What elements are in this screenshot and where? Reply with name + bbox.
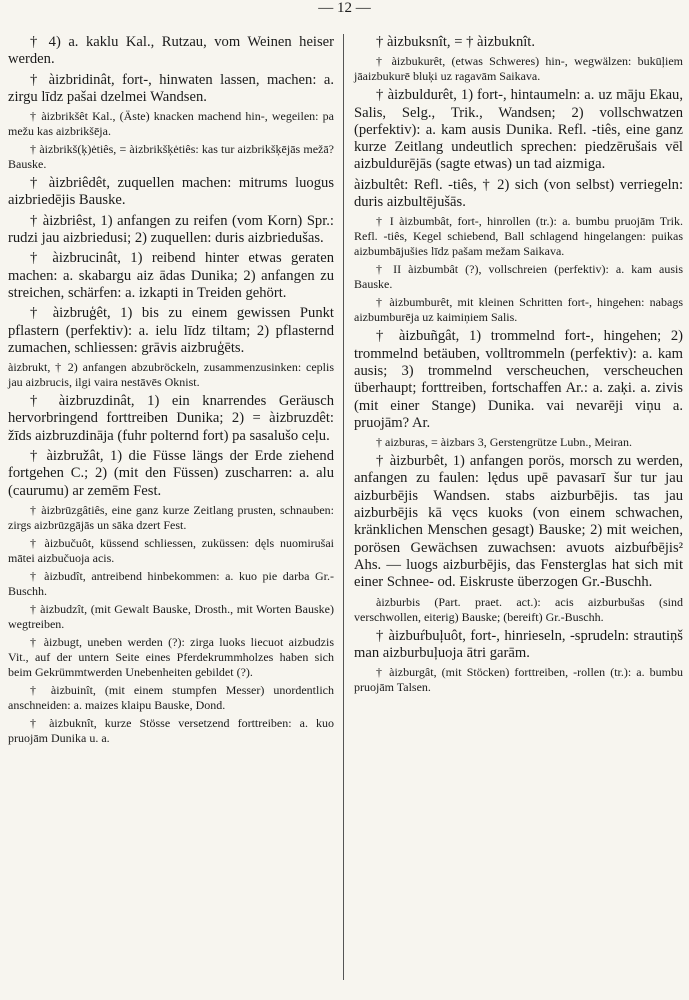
dictionary-entry: † àizbugt, uneben werden (?): zirga luoks liecuot aizbudzis Vit., auf der untern Seite eines Pferdekrummholzes haben sich beim Gekrümmtwerden Unebenheiten gebildet (?).: [8, 634, 334, 679]
dictionary-entry: † aizburas, = àizbars 3, Gerstengrütze Lubn., Meiran.: [376, 435, 633, 450]
dictionary-entry: † àizbukurêt, (etwas Schweres) hin-, wegwälzen: bukūļiem jāaizbukurē bluķi uz ragavām Saikava.: [354, 54, 683, 84]
dictionary-entry: † àizbruzdinât, 1) ein knarrendes Geräusch hervorbringend forttreiben Dunika; 2) = àizbruzdêt: žīds aizbruzdināja (fuhr polternd fort) pa sasalušo ceļu.: [8, 393, 334, 444]
dictionary-entry: † àizbuñgât, 1) trommelnd fort-, hingehen; 2) trommelnd betäuben, volltrommeln (perfektiv): a. kam ausis; 3) trommelnd verscheuchen, verscheuchen überhaupt; forttreiben, fortschaffen Ar.: a. zaķi. a. zivis (mit einer Stange) Dunika. vai nevarēji viņu a. pruojām? Ar.: [354, 328, 683, 431]
dictionary-entry: † àizbumburêt, mit kleinen Schritten fort-, hingehen: nabags aizbumburēja uz kaimiņiem Salis.: [354, 295, 683, 325]
dictionary-entry: † àizbrucinât, 1) reibend hinter etwas geraten machen: a. skabargu aiz ādas Dunika; 2) anfangen zu streichen, schärfen: a. izkapti in Treiden gehört.: [8, 250, 334, 301]
right-column: [354, 34, 683, 698]
page-number: — 12 —: [318, 0, 371, 16]
dictionary-entry: † àizbudzît, (mit Gewalt Bauske, Drosth., mit Worten Bauske) wegtreiben.: [8, 601, 334, 631]
dictionary-entry: † àizbuinît, (mit einem stumpfen Messer) unordentlich anschneiden: a. maizes klaipu Bauske, Dond.: [8, 682, 334, 712]
dictionary-entry: † àizbriêst, 1) anfangen zu reifen (vom Korn) Spr.: rudzi jau aizbriedusi; 2) zuquellen: duris aizbriedušas.: [8, 212, 334, 247]
dictionary-entry: † àizbrūzgâtiês, eine ganz kurze Zeitlang prusten, schnauben: zirgs aizbrūzgājās un sāka dzert Fest.: [8, 502, 334, 532]
dictionary-entry: † àizbuksnît, = † àizbuknît.: [376, 34, 536, 50]
dictionary-entry: àizbultêt: Refl. -tiês, † 2) sich (von selbst) verriegeln: duris aizbultējušās.: [354, 176, 683, 211]
dictionary-entry: † àizbružât, 1) die Füsse längs der Erde ziehend fortgehen C.; 2) (mit den Füssen) zuscharren: a. alu (caurumu) ar zemēm Fest.: [8, 448, 334, 499]
dictionary-entry: † àizbudît, antreibend hinbekommen: a. kuo pie darba Gr.-Buschh.: [8, 568, 334, 598]
column-divider: [343, 34, 344, 980]
dictionary-entry: † àizburbêt, 1) anfangen porös, morsch zu werden, anfangen zu faulen: lędus upē pavasarī šur tur jau aizburbējis Wandsen. stabs aizburbējis. tas jau aizburbējis kā vęcs kuoks (von einem schwachen, kränklichen Menschen gesagt) Bauske; 2) mit weichen, porösen Gewächsen zuwachsen: avuots aizbuŕbējis² Ahs. — luogs aizburbējis, das Fensterglas hat sich mit einer Schnee- od. Eiskruste überzogen Gr.-Buschh.: [354, 453, 683, 591]
dictionary-entry: † àizbuldurêt, 1) fort-, hintaumeln: a. uz māju Ekau, Salis, Selg., Trik., Wandsen; 2) vollschwatzen (perfektiv): a. kam ausis Dunika. Refl. -tiês, eine ganz kurze Zeitlang undeutlich sprechen: piedzērušais vēl aizbuldurējās (sagte etwas) un tad aizmiga.: [354, 87, 683, 173]
dictionary-entry: † àizbrikš(ķ)ėtiês, = àizbrikšķėtiês: kas tur aizbrikšķējās mežā? Bauske.: [8, 142, 334, 172]
dictionary-entry: † àizburgât, (mit Stöcken) forttreiben, -rollen (tr.): a. bumbu pruojām Talsen.: [354, 665, 683, 695]
dictionary-entry: † àizbriêdêt, zuquellen machen: mitrums luogus aizbriedējis Bauske.: [8, 175, 334, 209]
dictionary-entry: † àizbridinât, fort-, hinwaten lassen, machen: a. zirgu līdz pašai dzelmei Wandsen.: [8, 71, 334, 105]
dictionary-entry: † II àizbumbât (?), vollschreien (perfektiv): a. kam ausis Bauske.: [354, 262, 683, 292]
left-column: [8, 34, 334, 749]
dictionary-entry: † àizbučuôt, küssend schliessen, zuküssen: dęls nuomirušai mātei aizbučuoja acis.: [8, 535, 334, 565]
dictionary-entry: † àizbruģêt, 1) bis zu einem gewissen Punkt pflastern (perfektiv): a. ielu līdz tiltam; 2) pflasternd zumachen, schliessen: grāvis aizbruģēts.: [8, 305, 334, 356]
dictionary-entry: † 4) a. kaklu Kal., Rutzau, vom Weinen heiser werden.: [8, 34, 334, 68]
dictionary-entry: † àizbrikšêt Kal., (Äste) knacken machend hin-, wegeilen: pa mežu kas aizbrikšēja.: [8, 109, 334, 139]
dictionary-entry: àizbrukt, † 2) anfangen abzubröckeln, zusammenzusinken: ceplis jau aizbrucis, ilgi vaira nestāvēs Oknist.: [8, 360, 334, 390]
dictionary-entry: àizburbis (Part. praet. act.): acis aizburbušas (sind verschwollen, eiterig) Bauske; (bereift) Gr.-Buschh.: [354, 594, 683, 624]
dictionary-entry: † àizbuŕbuļuôt, fort-, hinrieseln, -sprudeln: strautiņš man aizburbuļuoja ātri garām.: [354, 627, 683, 661]
dictionary-entry: † àizbuknît, kurze Stösse versetzend forttreiben: a. kuo pruojām Dunika u. a.: [8, 715, 334, 745]
dictionary-entry: † I àizbumbât, fort-, hinrollen (tr.): a. bumbu pruojām Trik. Refl. -tiês, Kegel schiebend, Ball schlagend hingelangen: puikas aizbumbājušies līdz pašam mežam Saikava.: [354, 214, 683, 259]
